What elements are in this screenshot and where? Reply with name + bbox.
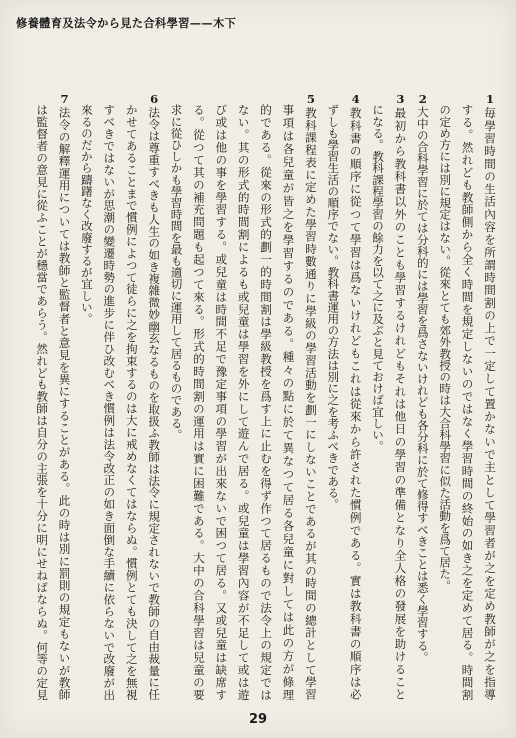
item-1-column-2: する。然れども教師側から全く時間を規定しないのではなく學習時間の終始の如き之を定めて居る。時間割 [460,103,475,700]
item-4-column-1-text: 教科書の順序に從つて學習は爲ないけれどもこれは從來から許された慣例である。實は教科書の順序は必 [348,106,363,700]
item-4-number: 4 [348,92,363,106]
item-6-number: 6 [147,92,162,106]
page-number: 29 [248,712,268,727]
item-1-column-1 [479,92,501,700]
item-1-column-1-text: 毎學習時間の生活內容を所謂時間割の上で一定して置かないで主として學習者が之を定め教師が之を指導 [483,106,497,700]
running-head: 修養體育及法令から見た合科學習——木下 [16,16,237,30]
item-7-column-1 [53,92,75,700]
item-1-number: 1 [483,92,497,106]
item-6-column-3: すべきではないが思潮の變遷時勢の進步に伴ひ改むべき慣例は法令改正の如き面倒な手續に依らないで改廢が出 [102,103,117,700]
item-5-column-4: ない。其の形式的時間割によるも或兒童は學習を外にして遊んで居る。或兒童は學習內容が不足して或は遊 [236,103,251,700]
item-5-column-5: び或は他の事を學習する。或兒童は時間不足で豫定事項の學習が出來ないで困つて居る。又或兒童は缺席す [214,103,229,700]
item-6-column-1-text: 法令は尊重すべきも人生の如き複雜微妙幽玄なるものを取扱ふ教師は法令に規定されないで教師の自由裁量に任 [147,106,162,700]
item-6-column-4: 來るのだから躊躇なく改廢するが宜しい。 [79,103,94,324]
item-5-column-1-text: 教科課程表に定めた學習時數通りに學級の學習活動を劃一にしないことであるが其の時間の總計として學習 [303,106,318,700]
item-3-column-1 [389,92,411,700]
item-5-column-3: 的である。從來の形式的劃一的時間割は學級教授を爲す上に止むを得ず作つて居るもので法令上の規定では [259,103,274,700]
item-1-column-3: の定め方には別に規定はない。從來とても郊外教授の時は大合科學習に似た活動を爲て居た。 [438,103,453,591]
item-2-number: 2 [415,92,430,106]
item-4-column-2: ずしも學習生活の順序でない。教科書運用の方法は別に之を考ふべきである。 [326,103,341,510]
item-5-column-2: 事項は各兒童が皆之を學習するのである。種々の點に於て異なつて居る各兒童に對しては此の方が條理 [281,103,296,700]
item-7-number: 7 [57,92,72,106]
item-7-column-2: は監督者の意見に從ふことが穩當であらう。然れども教師は自分の主張を十分に明にせねばならぬ。何等の定見 [35,103,50,700]
item-3-number: 3 [393,92,408,106]
item-5-number: 5 [303,92,318,106]
item-6-column-1 [143,92,165,700]
item-3-column-1-text: 最初から教科書以外のことも學習するけれどもそれは他日の學習の準備となり全人格の發展を助けること [393,106,408,700]
item-5-column-6: る。從つて其の補充問題も起つて來る。形式的時間割の運用は實に困難である。大中の合科學習は兒童の要 [191,103,206,700]
text-body [30,92,501,700]
item-5-column-1 [299,92,321,700]
item-4-column-1 [344,92,366,700]
item-2-column-1 [411,92,433,700]
item-2-column-1-text: 大中の合科學習に於ては分科的には學習を爲さないけれども各分科に於て修得すべきことは悉く學習する。 [415,106,430,663]
item-6-column-2: かせてあることまで慣例によつて徒らに之を拘束するのは大に戒めなくてはならぬ。慣例とても決して之を無視 [124,103,139,700]
item-3-column-2: になる。教科課程學習の餘力を以て之に及ぶと見ておけば宜しい。 [371,103,386,452]
item-7-column-1-text: 法令の解釋運用については教師と監督者と意見を異にすることがある。此の時は別に罰則の規定もないが教師 [57,106,72,700]
item-5-column-7: 求に從ひしかも學習時間を最も適切に運用して居るものである。 [169,103,184,440]
